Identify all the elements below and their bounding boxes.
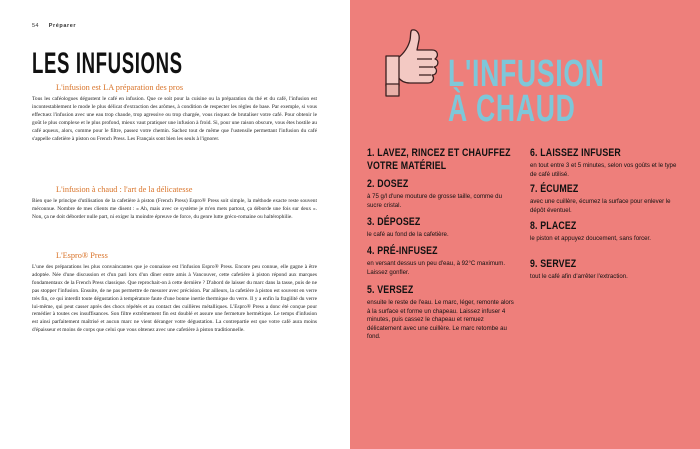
step-3	[367, 216, 517, 240]
step-9	[530, 258, 680, 282]
step-2-title: 2. DOSEZ	[367, 178, 409, 190]
folio	[32, 23, 76, 29]
step-5-desc: ensuite le reste de l'eau. Le marc, léger, remonte alors à la surface et forme un chapeau. Laissez infuser 4 minutes, puis cassez le chapeau et remuez délicatement avec une cuillère. Le marc retombe au fond.	[367, 299, 514, 340]
paragraph-2: Bien que le principe d'utilisation de la cafetière à piston (French Press) Espro® Press soit simple, la méthode exacte reste souvent méconnue. Nombre de mes clients me disent : « Ah, mais avec ce système je m'en mets partout, ça déborde une fois sur deux ». Non, ça ne doit déborder nulle part, ni exiger la moindre épreuve de force, du genre lutte gréco-romaine ou haltérophilie.	[32, 198, 317, 220]
step-8	[530, 220, 680, 244]
paragraph-1: Tous les caféologues dégustent le café en infusion. Que ce soit pour la cuisine ou la préparation du thé et du café, l'infusion est incontestablement le mode le plus délicat d'extraction des arômes, à condition de respecter les règles de base. Par exemple, si vous effectuez l'infusion avec une eau trop chaude, trop agressive ou trop chargée, vous risquez de brutaliser votre café. Pour obtenir le goût le plus complexe et le plus profond, mieux vaut pratiquer une infusion à froid. Si, pour une raison obscure, vous êtes hostile au café aqueux, alors, comme pour le filtre, passez votre chemin. Sachez tout de même que l'ustensile permettant l'infusion du café s'appelle cafetière à piston ou French Press. Les Français sont bien les seuls à l'ignorer.	[32, 96, 317, 142]
section-body-1	[32, 96, 317, 143]
step-7	[530, 183, 680, 215]
step-2-desc: à 75 g/l d'une mouture de grosse taille, comme du sucre cristal.	[367, 193, 502, 209]
section-body-3	[32, 264, 317, 335]
step-3-title: 3. DÉPOSEZ	[367, 216, 421, 228]
page-number: 54	[32, 23, 39, 29]
step-9-desc: tout le café afin d'arrêter l'extraction.	[530, 273, 628, 280]
step-1-title: 1. LAVEZ, RINCEZ ET CHAUFFEZ VOTRE MATÉRIEL	[367, 147, 511, 172]
right-title-line2: À CHAUD	[448, 88, 576, 130]
step-6-desc: en tout entre 3 et 5 minutes, selon vos goûts et le type de café utilisé.	[530, 162, 677, 178]
section-heading-3: L'Espro® Press	[56, 251, 108, 260]
step-5	[367, 284, 517, 342]
section-heading-1: L'infusion est LA préparation des pros	[56, 83, 184, 92]
step-9-title: 9. SERVEZ	[530, 258, 577, 270]
step-7-desc: avec une cuillère, écumez la surface pour enlever le dépôt éventuel.	[530, 198, 671, 214]
step-1	[367, 147, 517, 173]
step-4-title: 4. PRÉ-INFUSEZ	[367, 245, 438, 257]
step-6-title: 6. LAISSEZ INFUSER	[530, 147, 621, 159]
step-8-title: 8. PLACEZ	[530, 220, 577, 232]
step-6	[530, 147, 680, 179]
step-4-desc: en versant dessus un peu d'eau, à 92°C maximum. Laissez gonfler.	[367, 260, 506, 276]
step-2	[367, 178, 517, 210]
section-body-2	[32, 198, 317, 222]
step-7-title: 7. ÉCUMEZ	[530, 183, 579, 195]
section-label: Préparer	[48, 23, 77, 29]
paragraph-3: L'une des préparations les plus convaincantes que je connaisse est l'infusion Espro® Press. Encore peu connue, elle gagne à être adoptée. Née d'une discussion et d'un pari lors d'un dîner entre amis à Vancouver, cette cafetière à piston répond aux marques fondamentaux de la French Press classique. Que reprochait-on à cette dernière ? D'abord de laisser du marc dans la tasse, puis de ne pas stopper l'infusion. Ensuite, de ne pas permettre de mesurer avec précision. Par ailleurs, la cafetière à piston est souvent en verre très fin, ce qui interdit toute dégustation à température faute d'une bonne inertie thermique du verre. Il y a enfin la fragilité du verre lui-même, qui peut casser après des chocs répétés et au contact des cuillères métalliques. L'Espro® Press a donc été conçue pour remédier à toutes ces insuffisances. Son filtre extrêmement fin est doublé et assure une fermeture hermétique. Le temps d'infusion est ainsi parfaitement maîtrisé et aucun marc ne vient déranger votre dégustation. La contrepartie est que votre café aura moins d'épaisseur et moins de corps que celui que vous obtenez avec une cafetière à piston traditionnelle.	[32, 264, 317, 334]
step-4	[367, 245, 517, 277]
thumbs-up-hand-icon	[382, 26, 442, 98]
page-title: LES INFUSIONS	[32, 47, 183, 80]
step-3-desc: le café au fond de la cafetière.	[367, 231, 449, 238]
section-heading-2: L'infusion à chaud : l'art de la délicatesse	[56, 185, 193, 194]
step-5-title: 5. VERSEZ	[367, 284, 414, 296]
right-title-line1: L'INFUSION	[448, 53, 605, 95]
step-8-desc: le piston et appuyez doucement, sans forcer.	[530, 235, 651, 242]
